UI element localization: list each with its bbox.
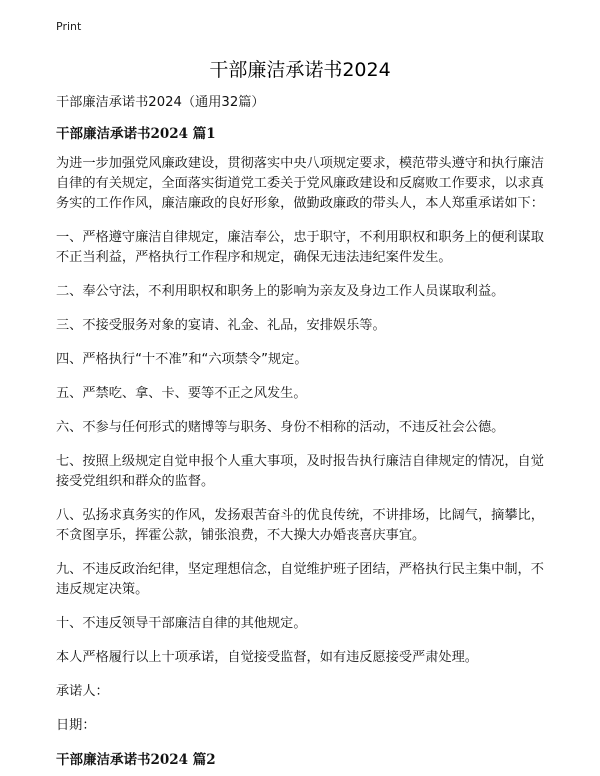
paragraph-item-5: 五、严禁吃、拿、卡、要等不正之风发生。 (56, 386, 307, 401)
paragraph-item-6: 六、不参与任何形式的赌博等与职务、身份不相称的活动，不违反社会公德。 (56, 420, 505, 435)
paragraph-closing: 本人严格履行以上十项承诺，自觉接受监督，如有违反愿接受严肃处理。 (56, 650, 478, 665)
paragraph-intro: 为进一步加强党风廉政建设，贯彻落实中央八项规定要求，模范带头遵守和执行廉洁自律的有关规定，全面落实街道党工委关于党风廉政建设和反腐败工作要求，以求真务实的工作作风，廉洁廉政的良好形象，做勤政廉政的带头人，本人郑重承诺如下： (56, 156, 544, 211)
paragraph-item-1: 一、严格遵守廉洁自律规定，廉洁奉公，忠于职守，不利用职权和职务上的便利谋取不正当利益，严格执行工作程序和规定，确保无违法违纪案件发生。 (56, 230, 544, 265)
paragraph-item-2: 二、奉公守法，不利用职权和职务上的影响为亲友及身边工作人员谋取利益。 (56, 284, 505, 299)
signatory-label: 承诺人： (56, 684, 109, 699)
page-title: 干部廉洁承诺书2024 (209, 59, 391, 81)
date-label: 日期： (56, 718, 96, 733)
document-body (56, 93, 548, 776)
paragraph-item-10: 十、不违反领导干部廉洁自律的其他规定。 (56, 616, 307, 631)
paragraph-item-9: 九、不违反政治纪律，坚定理想信念，自觉维护班子团结，严格执行民主集中制，不违反规定决策。 (56, 562, 544, 597)
paragraph-item-8: 八、弘扬求真务实的作风，发扬艰苦奋斗的优良传统，不讲排场，比阔气，摘攀比，不贪图享乐，挥霍公款，铺张浪费，不大操大办婚丧喜庆事宜。 (56, 508, 544, 543)
document-subtitle: 干部廉洁承诺书2024（通用32篇） (56, 95, 265, 110)
paragraph-item-3: 三、不接受服务对象的宴请、礼金、礼品，安排娱乐等。 (56, 318, 386, 333)
paragraph-item-4: 四、严格执行“十不准”和“六项禁令”规定。 (56, 352, 308, 367)
section-heading-2: 干部廉洁承诺书2024 篇2 (56, 752, 216, 768)
paragraph-item-7: 七、按照上级规定自觉申报个人重大事项，及时报告执行廉洁自律规定的情况，自觉接受党组织和群众的监督。 (56, 454, 544, 489)
section-heading-1: 干部廉洁承诺书2024 篇1 (56, 126, 216, 142)
print-link[interactable]: Print (56, 20, 82, 33)
